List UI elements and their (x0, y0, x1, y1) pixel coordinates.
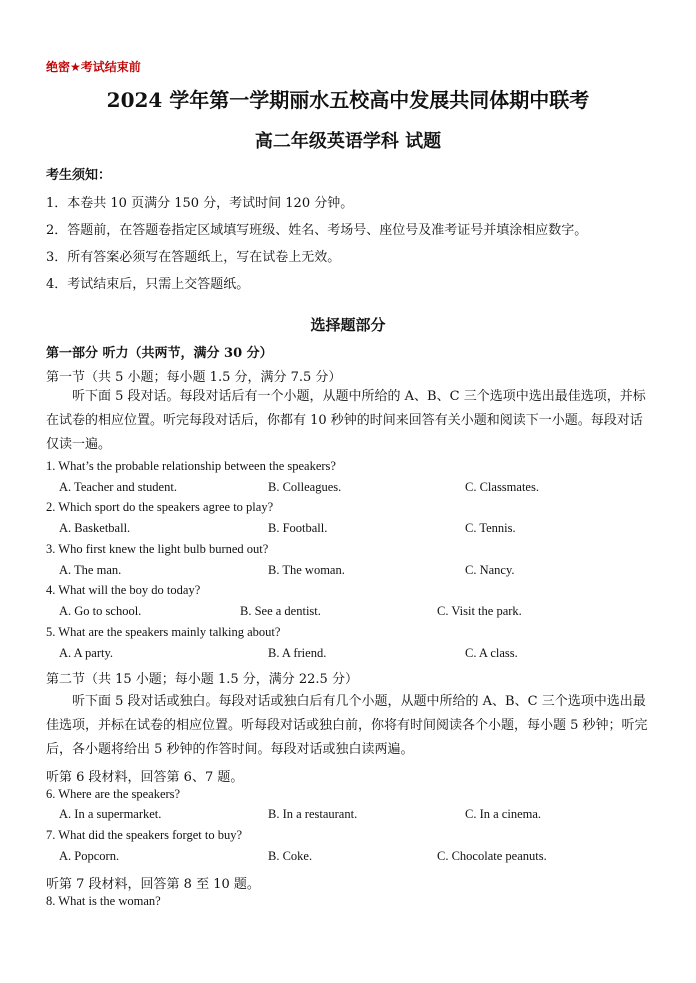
option-c: C. A class. (465, 646, 518, 660)
option-b: B. The woman. (268, 563, 345, 577)
option-a: A. Basketball. (59, 521, 131, 535)
option-a: A. A party. (59, 646, 114, 660)
option-b: B. Coke. (268, 849, 313, 863)
question-5: 5. What are the speakers mainly talking about? (46, 625, 281, 639)
notice-item: 1．本卷共 10 页满分 150 分，考试时间 120 分钟。 (46, 196, 354, 211)
option-b: B. In a restaurant. (268, 807, 358, 821)
option-a: A. In a supermarket. (59, 807, 162, 821)
question-7: 7. What did the speakers forget to buy? (46, 828, 243, 842)
exam-title: 2024 学年第一学期丽水五校高中发展共同体期中联考 (106, 88, 590, 112)
option-b: B. See a dentist. (240, 604, 321, 618)
option-c: C. Visit the park. (437, 604, 522, 618)
option-b: B. A friend. (268, 646, 327, 660)
material-7-label: 听第 7 段材料，回答第 8 至 10 题。 (46, 877, 260, 892)
notice-heading: 考生须知： (46, 168, 112, 183)
notice-item: 2．答题前，在答题卷指定区域填写班级、姓名、考场号、座位号及准考证号并填涂相应数字。 (46, 223, 588, 238)
question-3: 3. Who first knew the light bulb burned out? (46, 542, 269, 556)
option-c: C. Nancy. (465, 563, 515, 577)
question-2: 2. Which sport do the speakers agree to play? (46, 500, 274, 514)
option-c: C. Chocolate peanuts. (437, 849, 547, 863)
section1-instructions: 听下面 5 段对话。每段对话后有一个小题，从题中所给的 A、B、C 三个选项中选出最佳选项，并标在试卷的相应位置。听完每段对话后，你都有 10 秒钟的时间来回答有关小题和阅读下一小题。每段对话仅读一遍。 (46, 389, 646, 452)
option-a: A. Teacher and student. (59, 480, 177, 494)
option-a: A. The man. (59, 563, 122, 577)
option-c: C. Classmates. (465, 480, 539, 494)
part1-heading: 第一部分 听力（共两节，满分 30 分） (46, 346, 273, 361)
option-b: B. Colleagues. (268, 480, 342, 494)
option-c: C. In a cinema. (465, 807, 542, 821)
section2-instructions: 听下面 5 段对话或独白。每段对话或独白后有几个小题，从题中所给的 A、B、C 三个选项中选出最佳选项，并标在试卷的相应位置。听每段对话或独白前，你将有时间阅读各个小题，每小题 5 秒钟；听完后，各小题将给出 5 秒钟的作答时间。每段对话或独白读两遍。 (46, 694, 648, 757)
section2-heading: 第二节（共 15 小题；每小题 1.5 分，满分 22.5 分） (46, 672, 358, 687)
exam-subtitle: 高二年级英语学科 试题 (254, 131, 442, 152)
question-8: 8. What is the woman? (46, 894, 161, 908)
question-4: 4. What will the boy do today? (46, 583, 201, 597)
section-title: 选择题部分 (310, 316, 386, 334)
question-6: 6. Where are the speakers? (46, 787, 181, 801)
notice-item: 4．考试结束后，只需上交答题纸。 (46, 277, 250, 292)
option-b: B. Football. (268, 521, 328, 535)
question-1: 1. What’s the probable relationship between the speakers? (46, 459, 336, 473)
option-c: C. Tennis. (465, 521, 516, 535)
option-a: A. Popcorn. (59, 849, 120, 863)
material-6-label: 听第 6 段材料，回答第 6、7 题。 (46, 770, 244, 785)
option-a: A. Go to school. (59, 604, 142, 618)
confidential-label: 绝密★考试结束前 (46, 60, 141, 74)
section1-heading: 第一节（共 5 小题；每小题 1.5 分，满分 7.5 分） (46, 370, 342, 385)
notice-item: 3．所有答案必须写在答题纸上，写在试卷上无效。 (46, 250, 341, 265)
